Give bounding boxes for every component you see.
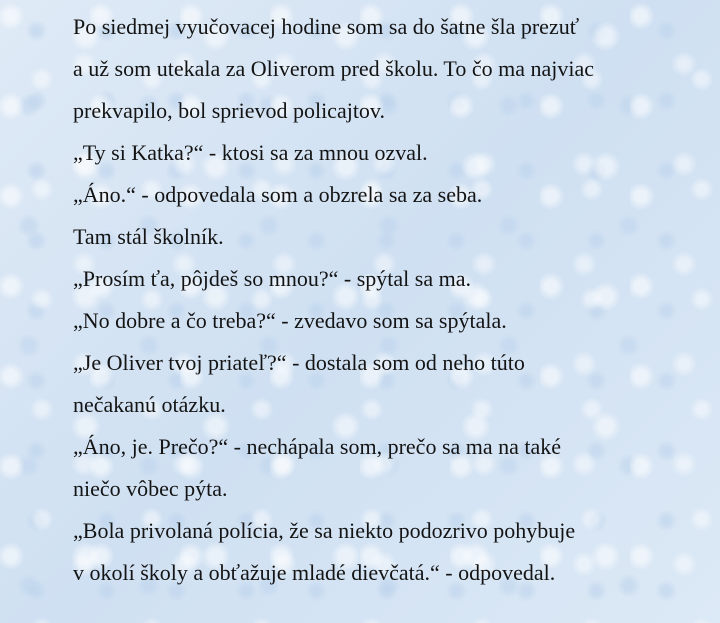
text-line: a už som utekala za Oliverom pred školu. To čo ma najviac [73, 56, 594, 81]
text-line: „Ty si Katka?“ - ktosi sa za mnou ozval. [73, 140, 428, 165]
story-text [73, 6, 713, 594]
text-line: Tam stál školník. [73, 224, 224, 249]
text-line: prekvapilo, bol sprievod policajtov. [73, 98, 386, 123]
text-line: Po siedmej vyučovacej hodine som sa do šatne šla prezuť [73, 14, 580, 39]
text-line: „Prosím ťa, pôjdeš so mnou?“ - spýtal sa ma. [73, 266, 471, 291]
text-line: „Bola privolaná polícia, že sa niekto podozrivo pohybuje [73, 518, 576, 543]
text-line: v okolí školy a obťažuje mladé dievčatá.“ - odpovedal. [73, 560, 556, 585]
text-line: niečo vôbec pýta. [73, 476, 228, 501]
text-line: nečakanú otázku. [73, 392, 226, 417]
text-line: „No dobre a čo treba?“ - zvedavo som sa spýtala. [73, 308, 507, 333]
text-line: „Áno.“ - odpovedala som a obzrela sa za seba. [73, 182, 483, 207]
text-line: „Áno, je. Prečo?“ - nechápala som, prečo sa ma na také [73, 434, 562, 459]
text-line: „Je Oliver tvoj priateľ?“ - dostala som od neho túto [73, 350, 525, 375]
